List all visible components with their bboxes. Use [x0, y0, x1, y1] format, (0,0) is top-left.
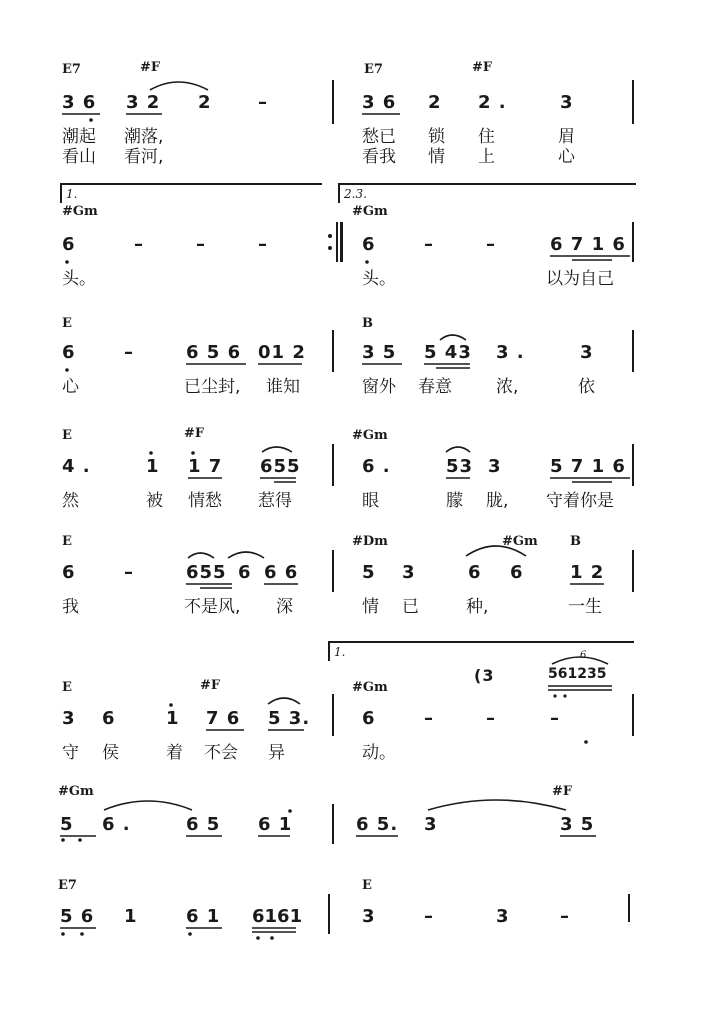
note-group: 3: [424, 814, 438, 835]
note-group: –: [486, 234, 496, 255]
chord-symbol: E: [62, 316, 72, 331]
chord-symbol: #Gm: [352, 680, 388, 695]
note-group: 3 6: [362, 92, 397, 113]
note-group: 6: [62, 342, 76, 363]
note-group: 561235: [548, 666, 607, 682]
lyric: 眼: [362, 491, 379, 511]
note-group: 1 2: [570, 562, 605, 583]
note-group: 6 7 1 6: [550, 234, 626, 255]
note-group: 2 .: [478, 92, 507, 113]
note-group: 53: [446, 456, 474, 477]
note-group: 2: [428, 92, 442, 113]
lyric: 情愁: [188, 491, 222, 511]
chord-symbol: #Gm: [352, 428, 388, 443]
chord-symbol: E: [362, 878, 372, 893]
chord-symbol: E7: [62, 62, 81, 77]
note-group: 1 7: [188, 456, 223, 477]
lyric: 着: [166, 743, 183, 763]
lyric: 情: [428, 147, 445, 167]
note-group: 3: [496, 906, 510, 927]
note-group: 5 7 1 6: [550, 456, 626, 477]
note-group: –: [424, 234, 434, 255]
chord-symbol: #Gm: [58, 784, 94, 799]
note-group: 3 5: [560, 814, 595, 835]
note-group: 655: [186, 562, 227, 583]
note-group: 3 .: [496, 342, 525, 363]
note-group: 1: [124, 906, 138, 927]
chord-symbol: #F: [140, 60, 161, 75]
chord-symbol: #Gm: [352, 204, 388, 219]
note-group: 5 6: [60, 906, 95, 927]
note-group: 6: [102, 708, 116, 729]
chord-symbol: #F: [184, 426, 205, 441]
note-group: 5 43: [424, 342, 472, 363]
lyric: 异: [268, 743, 285, 763]
note-group: 3: [362, 906, 376, 927]
lyric: 不是风,: [184, 597, 241, 617]
chord-symbol: E: [62, 680, 72, 695]
lyric: 住: [478, 127, 495, 147]
lyric: 心: [558, 147, 575, 167]
chord-symbol: E7: [58, 878, 77, 893]
lyric: 上: [478, 147, 495, 167]
note-group: –: [424, 906, 434, 927]
lyric: 不会: [204, 743, 238, 763]
note-group: 6: [510, 562, 524, 583]
note-group: 3: [62, 708, 76, 729]
note-group: –: [124, 562, 134, 583]
lyric: 春意: [418, 377, 452, 397]
volta-label: 1.: [334, 645, 346, 659]
lyric: 以为自己: [546, 269, 614, 289]
note-group: –: [258, 234, 268, 255]
volta-label: 1.: [66, 187, 78, 201]
note-group: 1: [166, 708, 180, 729]
lyric: 然: [62, 491, 79, 511]
note-group: 6 .: [102, 814, 131, 835]
lyric: 心: [62, 377, 79, 397]
chord-symbol: #Gm: [502, 534, 538, 549]
lyric: 头。: [362, 269, 396, 289]
note-group: –: [550, 708, 560, 729]
lyric: 被: [146, 491, 163, 511]
note-group: 6 1: [258, 814, 293, 835]
note-group: 6: [362, 708, 376, 729]
lyric: 锁: [428, 127, 445, 147]
note-group: 6: [362, 234, 376, 255]
lyric: 浓,: [496, 377, 519, 397]
lyric: 看我: [362, 147, 396, 167]
note-group: 4 .: [62, 456, 91, 477]
note-group: 6 5 6: [186, 342, 242, 363]
note-group: (3: [474, 666, 495, 685]
chord-symbol: #Gm: [62, 204, 98, 219]
note-group: 3: [402, 562, 416, 583]
note-group: 6 5: [186, 814, 221, 835]
lyric: 守着你是: [546, 491, 614, 511]
note-group: 6: [238, 562, 252, 583]
note-group: 6: [62, 234, 76, 255]
lyric: 深: [276, 597, 293, 617]
lyric: 种,: [466, 597, 489, 617]
note-group: 6: [62, 562, 76, 583]
lyric: 愁已: [362, 127, 396, 147]
note-group: –: [134, 234, 144, 255]
note-group: 6 5.: [356, 814, 399, 835]
note-group: 3 5: [362, 342, 397, 363]
note-group: 5: [362, 562, 376, 583]
lyric: 谁知: [266, 377, 300, 397]
note-group: 3 2: [126, 92, 161, 113]
note-group: –: [560, 906, 570, 927]
lyric: 看山: [62, 147, 96, 167]
note-group: 6 1: [186, 906, 221, 927]
note-group: 6161: [252, 906, 303, 927]
note-group: 6 6: [264, 562, 299, 583]
note-group: –: [196, 234, 206, 255]
note-group: –: [258, 92, 268, 113]
lyric: 头。: [62, 269, 96, 289]
chord-symbol: #Dm: [352, 534, 388, 549]
lyric: 侯: [102, 743, 119, 763]
lyric: 一生: [568, 597, 602, 617]
note-group: –: [486, 708, 496, 729]
note-group: 3: [560, 92, 574, 113]
lyric: 我: [62, 597, 79, 617]
lyric: 情: [362, 597, 379, 617]
tuplet-number: 6: [580, 650, 587, 661]
lyric: 胧,: [486, 491, 509, 511]
note-group: 3 6: [62, 92, 97, 113]
note-group: 3: [580, 342, 594, 363]
note-group: 01 2: [258, 342, 306, 363]
lyric: 潮落,: [124, 127, 164, 147]
note-group: –: [424, 708, 434, 729]
lyric: 动。: [362, 743, 396, 763]
note-group: –: [124, 342, 134, 363]
chord-symbol: E7: [364, 62, 383, 77]
note-group: 5 3.: [268, 708, 311, 729]
chord-symbol: B: [362, 316, 373, 331]
chord-symbol: #F: [200, 678, 221, 693]
volta-label: 2.3.: [344, 187, 367, 201]
chord-symbol: E: [62, 534, 72, 549]
chord-symbol: E: [62, 428, 72, 443]
lyric: 已: [402, 597, 419, 617]
note-group: 5: [60, 814, 74, 835]
lyric: 已尘封,: [184, 377, 241, 397]
note-group: 1: [146, 456, 160, 477]
lyric: 眉: [558, 127, 575, 147]
note-group: 6: [468, 562, 482, 583]
lyric: 守: [62, 743, 79, 763]
chord-symbol: B: [570, 534, 581, 549]
chord-symbol: #F: [552, 784, 573, 799]
note-group: 7 6: [206, 708, 241, 729]
note-group: 3: [488, 456, 502, 477]
lyric: 看河,: [124, 147, 164, 167]
note-group: 655: [260, 456, 301, 477]
lyric: 惹得: [258, 491, 292, 511]
lyric: 潮起: [62, 127, 96, 147]
lyric: 依: [578, 377, 595, 397]
chord-symbol: #F: [472, 60, 493, 75]
lyric: 窗外: [362, 377, 396, 397]
lyric: 朦: [446, 491, 463, 511]
note-group: 6 .: [362, 456, 391, 477]
note-group: 2: [198, 92, 212, 113]
